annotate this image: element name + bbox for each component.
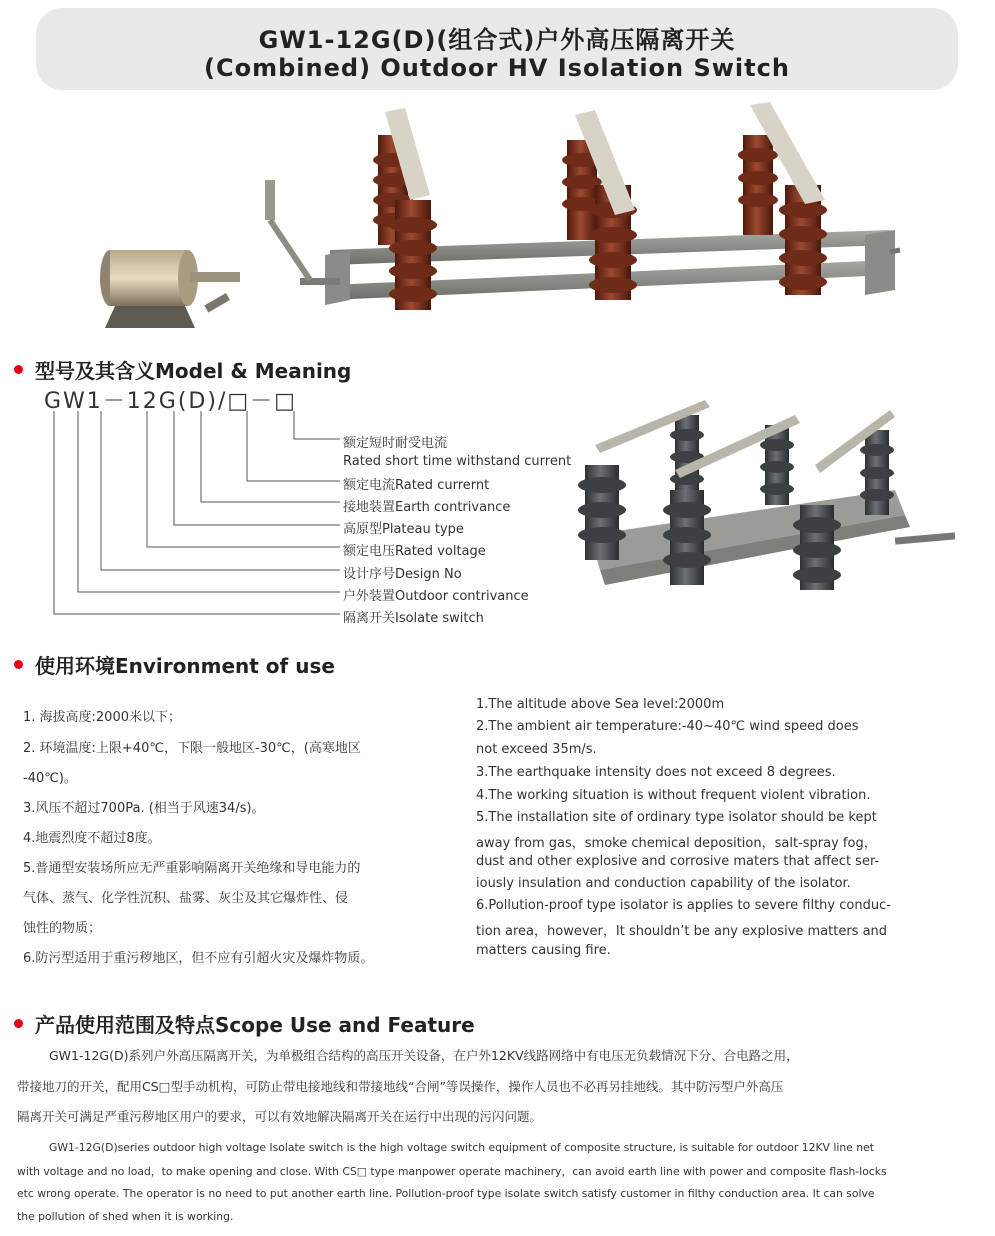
env-en-item: 5.The installation site of ordinary type isolator should be kept [476,810,877,825]
env-en-item: matters causing fire. [476,943,611,958]
insulator-pole-1 [373,108,437,310]
env-en-item: 4.The working situation is without frequent violent vibration. [476,788,871,803]
env-cn-item: 蚀性的物质； [23,921,102,936]
env-cn-item: 6.防污型适用于重污秽地区，但不应有引超火灾及爆炸物质。 [23,951,374,966]
env-cn-item: 气体、蒸气、化学性沉积、盐雾、灰尘及其它爆炸性、侵 [23,891,349,906]
env-en-item: tion area，however，It shouldn’t be any explosive matters and [476,924,888,939]
scope-cn-line: 带接地刀的开关，配用CS□型手动机构，可防止带电接地线和带接地线“合闸”等误操作，操作人员也不必再另挂地线。其中防污型户外高压 [17,1079,784,1094]
scope-en-line: GW1-12G(D)series outdoor high voltage Isolate switch is the high voltage switch equipment of composite structure, is suitable for outdoor 12KV line net [49,1141,874,1154]
scope-en-line: the pollution of shed when it is working. [17,1210,234,1223]
env-en-item: 6.Pollution-proof type isolator is applies to severe filthy conduc- [476,898,891,913]
model-code: GW1－12G(D)/□－□ [44,389,297,414]
legend-outdoor-contrivance: 户外装置Outdoor contrivance [343,589,529,604]
legend-rated-short-time-en: Rated short time withstand current [343,454,572,469]
page-title-en: (Combined) Outdoor HV Isolation Switch [204,54,790,82]
legend-rated-voltage: 额定电压Rated voltage [343,544,486,559]
insulator-pole-2 [562,110,637,300]
env-cn-item: 1. 海拔高度:2000米以下； [23,710,181,725]
section-heading-model: 型号及其含义Model & Meaning [14,355,351,384]
scope-en-line: etc wrong operate. The operator is no need to put another earth line. Pollution-proof type isolate switch satisfy customer in filthy conduction area. It can solve [17,1187,875,1200]
env-cn-item: 4.地震烈度不超过8度。 [23,831,161,846]
operating-mechanism [100,250,240,328]
env-cn-item: 5.普通型安装场所应无严重影响隔离开关绝缘和导电能力的 [23,861,361,876]
section-heading-environment: 使用环境Environment of use [14,650,335,679]
env-en-item: iously insulation and conduction capability of the isolator. [476,876,851,891]
legend-rated-short-time-cn: 额定短时耐受电流 [343,436,448,451]
env-en-item: 1.The altitude above Sea level:2000m [476,697,725,712]
legend-plateau-type: 高原型Plateau type [343,522,464,537]
env-en-item: away from gas，smoke chemical deposition，salt-spray fog， [476,836,877,851]
title-banner [36,8,958,90]
red-bullet-icon [14,365,23,374]
env-en-item: 2.The ambient air temperature:-40~40℃ wind speed does [476,719,859,734]
scope-cn-line: 隔离开关可满足严重污秽地区用户的要求，可以有效地解决隔离开关在运行中出现的污闪问题。 [17,1109,543,1124]
brown-insulator-switch-photo [95,100,905,345]
env-cn-item: -40℃)。 [23,771,77,786]
legend-rated-current: 额定电流Rated currernt [343,478,490,493]
env-en-item: dust and other explosive and corrosive maters that affect ser- [476,854,880,869]
env-cn-item: 3.风压不超过700Pa. (相当于风速34/s)。 [23,801,265,816]
section-heading-scope: 产品使用范围及特点Scope Use and Feature [14,1009,475,1038]
legend-earth-contrivance: 接地装置Earth contrivance [343,500,511,515]
red-bullet-icon [14,660,23,669]
env-en-item: not exceed 35m/s. [476,742,597,757]
model-legend-lines [0,405,345,625]
red-bullet-icon [14,1019,23,1028]
legend-design-no: 设计序号Design No [343,567,462,582]
legend-isolate-switch: 隔离开关Isolate switch [343,611,484,626]
env-en-item: 3.The earthquake intensity does not exceed 8 degrees. [476,765,836,780]
scope-cn-line: GW1-12G(D)系列户外高压隔离开关，为单极组合结构的高压开关设备，在户外12KV线路网络中有电压无负载情况下分、合电路之用， [49,1048,799,1063]
gray-insulator-switch-photo [565,395,970,595]
env-cn-item: 2. 环境温度:上限+40℃，下限一般地区-30℃，(高寒地区 [23,741,361,756]
scope-en-line: with voltage and no load，to make opening and close. With CS□ type manpower operate machinery，can avoid earth line with power and composite flash-locks [17,1165,887,1178]
page-title-cn: GW1-12G(D)(组合式)户外高压隔离开关 [258,26,736,54]
